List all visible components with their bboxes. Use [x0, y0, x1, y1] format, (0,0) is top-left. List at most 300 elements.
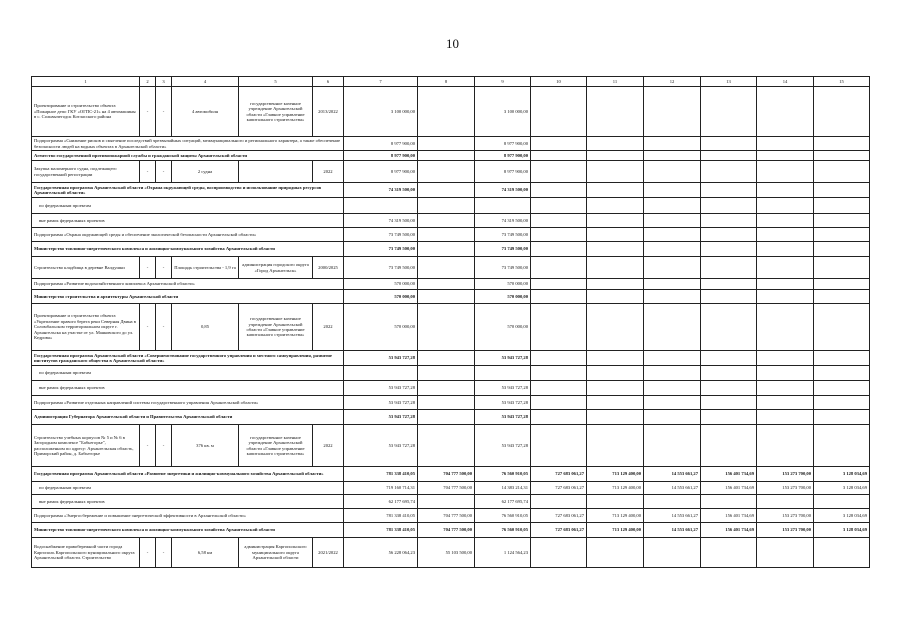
amount-cell: 719 160 714,31 — [344, 482, 418, 495]
summary-row — [32, 214, 870, 228]
summary-row — [32, 381, 870, 396]
amount-cell: 53 943 727,28 — [475, 396, 531, 410]
amount-cell — [701, 228, 757, 242]
amount-cell — [418, 304, 475, 351]
amount-cell — [587, 161, 644, 183]
amount-cell — [418, 242, 475, 257]
amount-cell — [814, 290, 870, 304]
column-3-cell: - — [156, 304, 172, 351]
amount-cell — [531, 137, 587, 151]
amount-cell — [644, 495, 701, 509]
capacity-cell: 6,58 км — [172, 538, 239, 568]
amount-cell — [418, 290, 475, 304]
amount-cell — [644, 381, 701, 396]
amount-cell — [814, 410, 870, 425]
column-3-cell: - — [156, 538, 172, 568]
amount-cell — [757, 137, 814, 151]
amount-cell — [587, 495, 644, 509]
amount-cell — [757, 183, 814, 198]
column-2-cell: - — [140, 304, 156, 351]
amount-cell — [701, 87, 757, 137]
amount-cell: 8 977 900,00 — [344, 151, 418, 161]
amount-cell: 713 129 400,00 — [587, 482, 644, 495]
amount-cell: 713 129 400,00 — [587, 523, 644, 538]
amount-cell — [701, 351, 757, 366]
amount-cell: 781 338 410,05 — [344, 523, 418, 538]
amount-cell — [531, 151, 587, 161]
amount-cell — [814, 151, 870, 161]
column-3-cell: - — [156, 161, 172, 183]
amount-cell — [757, 214, 814, 228]
amount-cell — [814, 425, 870, 467]
amount-cell — [418, 228, 475, 242]
amount-cell — [757, 396, 814, 410]
amount-cell — [344, 198, 418, 214]
period-cell: 2022 — [313, 161, 344, 183]
amount-cell — [701, 538, 757, 568]
summary-row — [32, 183, 870, 198]
amount-cell — [701, 151, 757, 161]
summary-row — [32, 198, 870, 214]
amount-cell — [418, 366, 475, 381]
amount-cell — [814, 242, 870, 257]
amount-cell — [587, 87, 644, 137]
summary-row — [32, 242, 870, 257]
page-number: 10 — [446, 36, 459, 51]
amount-cell — [757, 538, 814, 568]
amount-cell — [644, 161, 701, 183]
object-row — [32, 425, 870, 467]
amount-cell: 153 273 700,00 — [757, 467, 814, 482]
amount-cell: 781 338 410,05 — [344, 467, 418, 482]
amount-cell — [531, 290, 587, 304]
amount-cell — [587, 381, 644, 396]
amount-cell — [418, 257, 475, 279]
amount-cell: 62 177 695,74 — [344, 495, 418, 509]
amount-cell — [701, 242, 757, 257]
amount-cell — [644, 183, 701, 198]
summary-row — [32, 523, 870, 538]
amount-cell — [531, 242, 587, 257]
amount-cell: 713 129 400,00 — [587, 467, 644, 482]
amount-cell — [587, 198, 644, 214]
amount-cell: 727 683 061,27 — [531, 523, 587, 538]
amount-cell — [475, 198, 531, 214]
amount-cell — [644, 290, 701, 304]
amount-cell — [757, 290, 814, 304]
amount-cell: 570 000,00 — [344, 279, 418, 290]
column-header: 3 — [156, 77, 172, 87]
customer-cell: государственное казенное учреждение Архангельской области «Главное управление капитального строительства» — [239, 425, 313, 467]
amount-cell — [644, 538, 701, 568]
amount-cell: 3 128 034,69 — [814, 523, 870, 538]
amount-cell — [701, 304, 757, 351]
amount-cell — [531, 279, 587, 290]
amount-cell: 76 560 910,05 — [475, 523, 531, 538]
amount-cell — [701, 425, 757, 467]
amount-cell — [757, 304, 814, 351]
amount-cell — [701, 495, 757, 509]
period-cell: 2021/2022 — [313, 538, 344, 568]
amount-cell — [644, 228, 701, 242]
amount-cell — [587, 183, 644, 198]
capacity-cell: Площадь строительства - 1,9 га — [172, 257, 239, 279]
summary-row — [32, 228, 870, 242]
amount-cell — [531, 351, 587, 366]
column-header: 10 — [531, 77, 587, 87]
amount-cell — [587, 242, 644, 257]
summary-row — [32, 351, 870, 366]
column-2-cell: - — [140, 161, 156, 183]
amount-cell: 156 401 734,69 — [701, 467, 757, 482]
amount-cell — [587, 304, 644, 351]
amount-cell — [644, 279, 701, 290]
amount-cell — [814, 396, 870, 410]
amount-cell — [418, 183, 475, 198]
amount-cell: 53 943 727,28 — [475, 381, 531, 396]
amount-cell: 3 100 000,00 — [344, 87, 418, 137]
amount-cell — [757, 242, 814, 257]
amount-cell — [418, 279, 475, 290]
amount-cell: 14 553 661,27 — [644, 467, 701, 482]
amount-cell: 1 124 564,23 — [475, 538, 531, 568]
amount-cell — [757, 161, 814, 183]
amount-cell — [757, 425, 814, 467]
amount-cell: 727 683 061,27 — [531, 467, 587, 482]
amount-cell — [757, 257, 814, 279]
amount-cell — [644, 396, 701, 410]
amount-cell: 570 000,00 — [475, 279, 531, 290]
section-title: по федеральным проектам — [32, 482, 344, 495]
amount-cell — [475, 366, 531, 381]
amount-cell — [418, 396, 475, 410]
section-title: Подпрограмма «Развитие водохозяйственного комплекса Архангельской области» — [32, 279, 344, 290]
customer-cell — [239, 161, 313, 183]
amount-cell: 14 553 661,27 — [644, 482, 701, 495]
amount-cell — [531, 366, 587, 381]
summary-row — [32, 410, 870, 425]
amount-cell — [531, 495, 587, 509]
amount-cell — [757, 198, 814, 214]
amount-cell — [701, 161, 757, 183]
amount-cell — [814, 304, 870, 351]
object-row — [32, 87, 870, 137]
column-header: 4 — [172, 77, 239, 87]
amount-cell: 3 100 000,00 — [475, 87, 531, 137]
amount-cell — [814, 351, 870, 366]
section-title: Подпрограмма «Снижение рисков и смягчение последствий чрезвычайных ситуаций, межмуниципального и регионального характера, а также обеспечение безопасности людей на водных объектах в Архангельской области» — [32, 137, 344, 151]
amount-cell — [418, 410, 475, 425]
amount-cell: 53 943 727,28 — [344, 381, 418, 396]
amount-cell: 76 560 910,05 — [475, 467, 531, 482]
amount-cell: 53 943 727,28 — [344, 396, 418, 410]
amount-cell: 14 553 661,27 — [644, 523, 701, 538]
column-header: 2 — [140, 77, 156, 87]
object-row — [32, 304, 870, 351]
column-2-cell: - — [140, 87, 156, 137]
amount-cell — [531, 198, 587, 214]
column-header: 1 — [32, 77, 140, 87]
amount-cell: 62 177 695,74 — [475, 495, 531, 509]
column-2-cell: - — [140, 538, 156, 568]
summary-row — [32, 366, 870, 381]
amount-cell: 8 977 900,00 — [344, 161, 418, 183]
amount-cell: 74 319 500,00 — [475, 183, 531, 198]
amount-cell — [418, 495, 475, 509]
amount-cell — [814, 257, 870, 279]
amount-cell — [644, 366, 701, 381]
amount-cell — [418, 425, 475, 467]
amount-cell — [644, 214, 701, 228]
column-header: 15 — [814, 77, 870, 87]
amount-cell — [701, 290, 757, 304]
summary-row — [32, 290, 870, 304]
amount-cell — [701, 410, 757, 425]
object-name: Проектирование и строительство объекта «Укрепление правого берега реки Северная Двина в Соломбальском территориальном округе г. Архангельска на участке от ул. Маяковского до ул. Кедрова» — [32, 304, 140, 351]
column-header: 11 — [587, 77, 644, 87]
amount-cell: 14 383 214,31 — [475, 482, 531, 495]
amount-cell: 8 977 900,00 — [475, 137, 531, 151]
amount-cell — [701, 396, 757, 410]
column-2-cell: - — [140, 425, 156, 467]
section-title: Подпрограмма «Охрана окружающей среды и обеспечение экологической безопасности Архангельской области» — [32, 228, 344, 242]
amount-cell — [644, 257, 701, 279]
object-row — [32, 257, 870, 279]
period-cell: 2022 — [313, 425, 344, 467]
section-title: вне рамок федеральных проектов — [32, 381, 344, 396]
amount-cell — [644, 87, 701, 137]
amount-cell — [418, 351, 475, 366]
amount-cell: 74 319 500,00 — [344, 214, 418, 228]
column-header: 7 — [344, 77, 418, 87]
amount-cell — [587, 538, 644, 568]
amount-cell — [644, 351, 701, 366]
amount-cell: 3 128 034,69 — [814, 482, 870, 495]
amount-cell — [531, 87, 587, 137]
amount-cell: 156 401 734,69 — [701, 482, 757, 495]
amount-cell — [644, 242, 701, 257]
amount-cell — [644, 304, 701, 351]
amount-cell: 53 943 727,28 — [475, 351, 531, 366]
capacity-cell: 376 кв. м — [172, 425, 239, 467]
section-title: по федеральным проектам — [32, 198, 344, 214]
amount-cell — [344, 366, 418, 381]
amount-cell — [531, 396, 587, 410]
amount-cell — [757, 381, 814, 396]
amount-cell — [531, 381, 587, 396]
amount-cell — [644, 137, 701, 151]
amount-cell: 73 749 500,00 — [475, 257, 531, 279]
amount-cell — [701, 257, 757, 279]
amount-cell — [587, 257, 644, 279]
amount-cell — [814, 161, 870, 183]
amount-cell: 570 000,00 — [344, 304, 418, 351]
amount-cell: 53 943 727,28 — [344, 351, 418, 366]
amount-cell: 74 319 500,00 — [344, 183, 418, 198]
amount-cell — [814, 538, 870, 568]
column-3-cell: - — [156, 87, 172, 137]
amount-cell — [587, 228, 644, 242]
amount-cell — [531, 161, 587, 183]
amount-cell — [814, 87, 870, 137]
summary-row — [32, 495, 870, 509]
section-title: по федеральным проектам — [32, 366, 344, 381]
customer-cell: государственное казенное учреждение Архангельской области «Главное управление капитального строительства» — [239, 87, 313, 137]
customer-cell: государственное казенное учреждение Архангельской области «Главное управление капитального строительства» — [239, 304, 313, 351]
amount-cell — [757, 410, 814, 425]
amount-cell: 704 777 500,00 — [418, 482, 475, 495]
amount-cell — [701, 214, 757, 228]
amount-cell: 14 553 661,27 — [644, 509, 701, 523]
column-header: 8 — [418, 77, 475, 87]
amount-cell: 156 401 734,69 — [701, 523, 757, 538]
amount-cell: 53 943 727,28 — [344, 410, 418, 425]
amount-cell — [531, 214, 587, 228]
amount-cell — [701, 366, 757, 381]
amount-cell — [418, 151, 475, 161]
amount-cell — [531, 257, 587, 279]
amount-cell — [587, 396, 644, 410]
summary-row — [32, 467, 870, 482]
amount-cell — [587, 366, 644, 381]
amount-cell: 53 943 727,28 — [344, 425, 418, 467]
amount-cell: 3 128 034,69 — [814, 509, 870, 523]
object-name: Закупка маломерного судна, подлежащего государственной регистрации — [32, 161, 140, 183]
amount-cell — [757, 495, 814, 509]
amount-cell: 73 749 500,00 — [344, 228, 418, 242]
amount-cell — [587, 410, 644, 425]
amount-cell — [644, 425, 701, 467]
section-title: Агентство государственной противопожарной службы и гражданской защиты Архангельской области — [32, 151, 344, 161]
amount-cell — [701, 137, 757, 151]
amount-cell: 153 273 700,00 — [757, 482, 814, 495]
amount-cell — [644, 410, 701, 425]
capacity-cell: 2 судна — [172, 161, 239, 183]
amount-cell: 73 749 500,00 — [475, 228, 531, 242]
amount-cell: 713 129 400,00 — [587, 509, 644, 523]
summary-row — [32, 151, 870, 161]
amount-cell — [814, 366, 870, 381]
object-row — [32, 538, 870, 568]
amount-cell — [814, 279, 870, 290]
amount-cell — [701, 198, 757, 214]
section-title: Подпрограмма «Развитие отдельных направлений системы государственного управления Архангельской области» — [32, 396, 344, 410]
amount-cell — [701, 183, 757, 198]
capacity-cell: 4 автомобиля — [172, 87, 239, 137]
column-header: 9 — [475, 77, 531, 87]
section-title: Министерство топливно-энергетического комплекса и жилищно-коммунального хозяйства Архангельской области — [32, 242, 344, 257]
section-title: Государственная программа Архангельской области «Совершенствование государственного управления и местного самоуправления, развитие институтов гражданского общества в Архангельской области» — [32, 351, 344, 366]
column-3-cell: - — [156, 257, 172, 279]
capacity-cell: 0,85 — [172, 304, 239, 351]
amount-cell — [587, 214, 644, 228]
amount-cell — [814, 198, 870, 214]
amount-cell: 8 977 900,00 — [344, 137, 418, 151]
section-title: Министерство строительства и архитектуры Архангельской области — [32, 290, 344, 304]
object-name: Строительство учебных корпусов № 5 и № 6 в Загородном комплексе "Бабьегорье", расположенном по адресу: Архангельская область, Приморский район, д. Бабьегорье — [32, 425, 140, 467]
amount-cell: 74 319 500,00 — [475, 214, 531, 228]
summary-row — [32, 137, 870, 151]
amount-cell: 73 749 500,00 — [344, 242, 418, 257]
amount-cell — [531, 228, 587, 242]
column-3-cell: - — [156, 425, 172, 467]
amount-cell — [814, 214, 870, 228]
amount-cell: 781 338 410,05 — [344, 509, 418, 523]
amount-cell — [814, 381, 870, 396]
amount-cell — [587, 137, 644, 151]
amount-cell — [644, 151, 701, 161]
column-header: 6 — [313, 77, 344, 87]
section-title: вне рамок федеральных проектов — [32, 214, 344, 228]
column-2-cell: - — [140, 257, 156, 279]
amount-cell — [531, 538, 587, 568]
amount-cell: 570 000,00 — [475, 304, 531, 351]
amount-cell: 53 943 727,28 — [475, 410, 531, 425]
period-cell: 2013/2022 — [313, 87, 344, 137]
object-row — [32, 161, 870, 183]
summary-row — [32, 509, 870, 523]
amount-cell — [814, 137, 870, 151]
amount-cell: 727 683 061,27 — [531, 509, 587, 523]
header-row — [32, 77, 870, 87]
amount-cell — [701, 279, 757, 290]
amount-cell — [531, 183, 587, 198]
amount-cell — [587, 290, 644, 304]
summary-row — [32, 482, 870, 495]
amount-cell — [814, 228, 870, 242]
amount-cell — [757, 228, 814, 242]
section-title: Подпрограмма «Энергосбережение и повышение энергетической эффективности в Архангельской области» — [32, 509, 344, 523]
amount-cell — [757, 87, 814, 137]
amount-cell — [418, 137, 475, 151]
amount-cell — [418, 198, 475, 214]
amount-cell: 73 749 500,00 — [344, 257, 418, 279]
amount-cell: 56 228 064,23 — [344, 538, 418, 568]
column-header: 13 — [701, 77, 757, 87]
summary-row — [32, 279, 870, 290]
section-title: Министерство топливно-энергетического комплекса и жилищно-коммунального хозяйства Архангельской области — [32, 523, 344, 538]
amount-cell: 8 977 900,00 — [475, 151, 531, 161]
amount-cell: 76 560 910,05 — [475, 509, 531, 523]
amount-cell — [418, 214, 475, 228]
section-title: вне рамок федеральных проектов — [32, 495, 344, 509]
section-title: Администрация Губернатора Архангельской области и Правительства Архангельской области — [32, 410, 344, 425]
amount-cell — [531, 425, 587, 467]
amount-cell — [757, 366, 814, 381]
amount-cell: 73 749 500,00 — [475, 242, 531, 257]
amount-cell — [701, 381, 757, 396]
amount-cell — [757, 151, 814, 161]
section-title: Государственная программа Архангельской области «Развитие энергетики и жилищно-коммунального хозяйства Архангельской области» — [32, 467, 344, 482]
amount-cell: 153 273 700,00 — [757, 523, 814, 538]
amount-cell — [587, 279, 644, 290]
amount-cell — [814, 495, 870, 509]
amount-cell: 704 777 500,00 — [418, 523, 475, 538]
amount-cell: 55 103 500,00 — [418, 538, 475, 568]
section-title: Государственная программа Архангельской области «Охрана окружающей среды, воспроизводство и использование природных ресурсов Архангельской области» — [32, 183, 344, 198]
amount-cell: 704 777 500,00 — [418, 467, 475, 482]
object-name: Водоснабжение правобережной части города Каргополь Каргопольского муниципального округа Архангельской области. Строительство — [32, 538, 140, 568]
amount-cell — [418, 87, 475, 137]
column-header: 5 — [239, 77, 313, 87]
amount-cell — [587, 425, 644, 467]
amount-cell: 8 977 900,00 — [475, 161, 531, 183]
amount-cell: 3 128 034,69 — [814, 467, 870, 482]
amount-cell — [531, 304, 587, 351]
amount-cell — [418, 381, 475, 396]
amount-cell — [757, 351, 814, 366]
amount-cell — [757, 279, 814, 290]
